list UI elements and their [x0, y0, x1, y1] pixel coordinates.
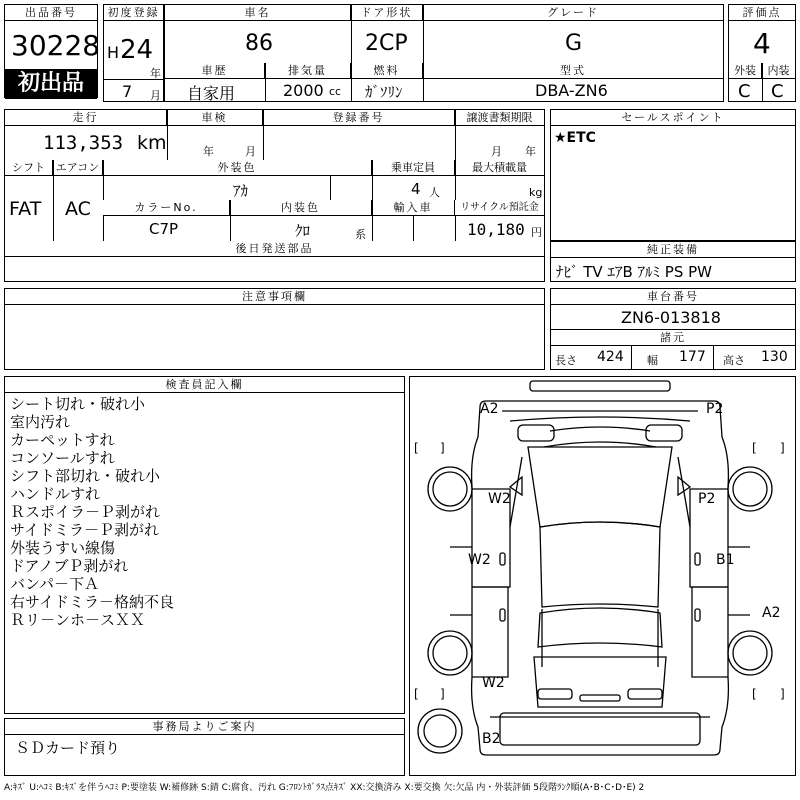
inspector-label: 検査員記入欄: [5, 377, 404, 393]
reg-number-label: 登録番号: [263, 110, 455, 126]
inspector-line: Ｒリ－ンホ－スＸＸ: [10, 611, 146, 629]
dims-label: 諸元: [551, 329, 795, 346]
inspector-line: 右サイドミラ－格納不良: [10, 593, 174, 611]
door-label: ドア形状: [351, 5, 423, 21]
door-type: 2CP: [365, 31, 408, 56]
damage-mark-right-door: B1: [716, 552, 735, 568]
recycle-unit: 円: [531, 226, 542, 239]
length: 424: [597, 349, 624, 365]
width: 177: [679, 349, 706, 365]
listing-number-label: 出品番号: [5, 5, 97, 21]
damage-mark-right-rear: A2: [762, 605, 781, 621]
equipment-text: ﾅﾋﾞ TV ｴｱB ｱﾙﾐ PS PW: [556, 263, 712, 281]
interior-color-unit: 系: [355, 228, 366, 241]
max-load-unit: kg: [529, 186, 543, 199]
int-color-label: 内装色: [230, 200, 372, 216]
recycle-fee: 10,180: [467, 220, 525, 239]
shift: FAT: [9, 198, 42, 220]
office-box: [4, 718, 405, 776]
car-name: 86: [245, 31, 273, 56]
transfer-month-unit: 月: [491, 145, 503, 158]
damage-legend: A:ｷｽﾞ U:ﾍｺﾐ B:ｷｽﾞを伴うﾍｺﾐ P:要塗装 W:補修跡 S:錆 C:腐食、汚れ G:ﾌﾛﾝﾄｶﾞﾗｽ点ｷｽﾞ XX:交換済み X:要交換 欠:欠品 内・外装評価 5段階ﾗﾝｸ順(A･B･C･D･E) 2: [4, 783, 645, 793]
inspector-line: カーペットすれ: [10, 431, 115, 449]
displacement-unit: cc: [329, 85, 342, 98]
height-label: 高さ: [723, 354, 745, 367]
model-label: 型式: [423, 63, 723, 79]
model-code: DBA-ZN6: [535, 81, 608, 100]
import-label: 輸入車: [372, 200, 455, 216]
bracket-open: [: [414, 687, 419, 701]
score-cell: [728, 4, 796, 102]
inspection-label: 車検: [167, 110, 263, 126]
displacement: 2000: [283, 81, 324, 100]
first-registration-cell: [103, 4, 164, 102]
exterior-label: 外装: [729, 63, 762, 79]
shift-label: シフト: [5, 160, 53, 176]
bracket-open: [: [752, 687, 757, 701]
inspector-line: サイドミラ－Ｐ剥がれ: [10, 521, 159, 539]
registration-month: 7: [122, 82, 133, 101]
score-label: 評価点: [729, 5, 795, 21]
color-number-label: カラーNo.: [103, 200, 230, 216]
vehicle-history: 自家用: [187, 84, 236, 103]
transfer-day-unit: 年: [525, 145, 537, 158]
car-diagram-drawing: [410, 377, 795, 775]
car-spec-header: [164, 4, 724, 102]
car-name-label: 車名: [165, 5, 351, 21]
inspector-line: Ｒスポイラ－Ｐ剥がれ: [10, 503, 161, 521]
chassis-box: [550, 288, 796, 370]
inspector-line: コンソールすれ: [10, 449, 115, 467]
vehicle-info-block: [4, 109, 545, 282]
damage-mark-left-door: W2: [468, 552, 491, 568]
capacity-unit: 人: [429, 186, 441, 199]
month-unit: 月: [150, 89, 162, 102]
interior-label: 内装: [762, 63, 795, 79]
capacity-label: 乗車定員: [372, 160, 455, 176]
notes-label: 注意事項欄: [5, 289, 544, 305]
color-number: C7P: [149, 220, 179, 238]
ext-color-label: 外装色: [103, 160, 372, 176]
grade: G: [565, 31, 583, 56]
inspector-line: バンパ－下Ａ: [10, 575, 99, 593]
bracket-open: [: [414, 441, 419, 455]
damage-mark-rear: B2: [482, 731, 501, 747]
exterior-grade: C: [738, 81, 751, 102]
damage-mark-front-left: A2: [480, 401, 499, 417]
recycle-label: リサイクル預託金: [455, 200, 544, 216]
damage-mark-front-right: P2: [706, 401, 724, 417]
interior-grade: C: [771, 81, 784, 102]
equipment-box: [550, 241, 796, 282]
era-letter: H: [107, 43, 120, 62]
first-listing-badge: 初出品: [5, 69, 97, 99]
exterior-color: ｱｶ: [233, 182, 249, 200]
damage-mark-left-rear: W2: [482, 675, 505, 691]
history-label: 車歴: [165, 63, 265, 79]
notes-box: [4, 288, 545, 370]
inspector-box: [4, 376, 405, 714]
mileage-label: 走行: [5, 110, 167, 126]
sales-point-text: ★ETC: [554, 130, 596, 146]
mileage: 113,353: [43, 132, 124, 154]
registration-year: 24: [120, 35, 154, 65]
equipment-label: 純正装備: [551, 242, 795, 258]
interior-color: ｸﾛ: [295, 222, 311, 240]
capacity: 4: [411, 180, 421, 198]
year-unit: 年: [150, 67, 162, 80]
mileage-unit: km: [137, 132, 167, 154]
bracket-close: ]: [780, 687, 785, 701]
fuel: ｶﾞｿﾘﾝ: [365, 83, 403, 101]
inspector-lines: [10, 395, 174, 629]
ac-label: エアコン: [53, 160, 103, 176]
damage-mark-left-fender: W2: [488, 491, 511, 507]
inspection-month-unit: 月: [245, 145, 257, 158]
grade-label: グレード: [423, 5, 723, 21]
damage-mark-right-fender: P2: [698, 491, 716, 507]
height: 130: [761, 349, 788, 365]
score: 4: [753, 27, 771, 60]
inspector-line: 室内汚れ: [10, 413, 71, 431]
bracket-close: ]: [440, 441, 445, 455]
later-parts-label: 後日発送部品: [5, 241, 544, 257]
max-load-label: 最大積載量: [455, 160, 544, 176]
chassis-label: 車台番号: [551, 289, 795, 305]
listing-number-cell: [4, 4, 101, 98]
first-registration-label: 初度登録: [104, 5, 163, 21]
inspector-line: 外装うすい線傷: [10, 539, 116, 557]
displacement-label: 排気量: [265, 63, 351, 79]
chassis-number: ZN6-013818: [621, 308, 721, 327]
transfer-deadline-label: 譲渡書類期限: [455, 110, 544, 126]
fuel-label: 燃料: [351, 63, 423, 79]
length-label: 長さ: [555, 354, 577, 367]
inspector-line: シフト部切れ・破れ小: [10, 467, 161, 485]
sales-point-label: セールスポイント: [551, 110, 795, 126]
inspector-line: ハンドルすれ: [10, 485, 101, 503]
inspector-line: シート切れ・破れ小: [10, 395, 146, 413]
bracket-open: [: [752, 441, 757, 455]
car-diagram: [409, 376, 796, 776]
listing-number: 30228: [11, 29, 101, 62]
inspection-year-unit: 年: [203, 145, 215, 158]
office-text: ＳＤカード預り: [15, 739, 121, 757]
width-label: 幅: [647, 354, 659, 367]
office-label: 事務局よりご案内: [5, 719, 404, 735]
bracket-close: ]: [780, 441, 785, 455]
inspector-line: ドアノブＰ剥がれ: [10, 557, 129, 575]
bracket-close: ]: [440, 687, 445, 701]
sales-point-box: [550, 109, 796, 241]
air-conditioner: AC: [65, 198, 91, 220]
